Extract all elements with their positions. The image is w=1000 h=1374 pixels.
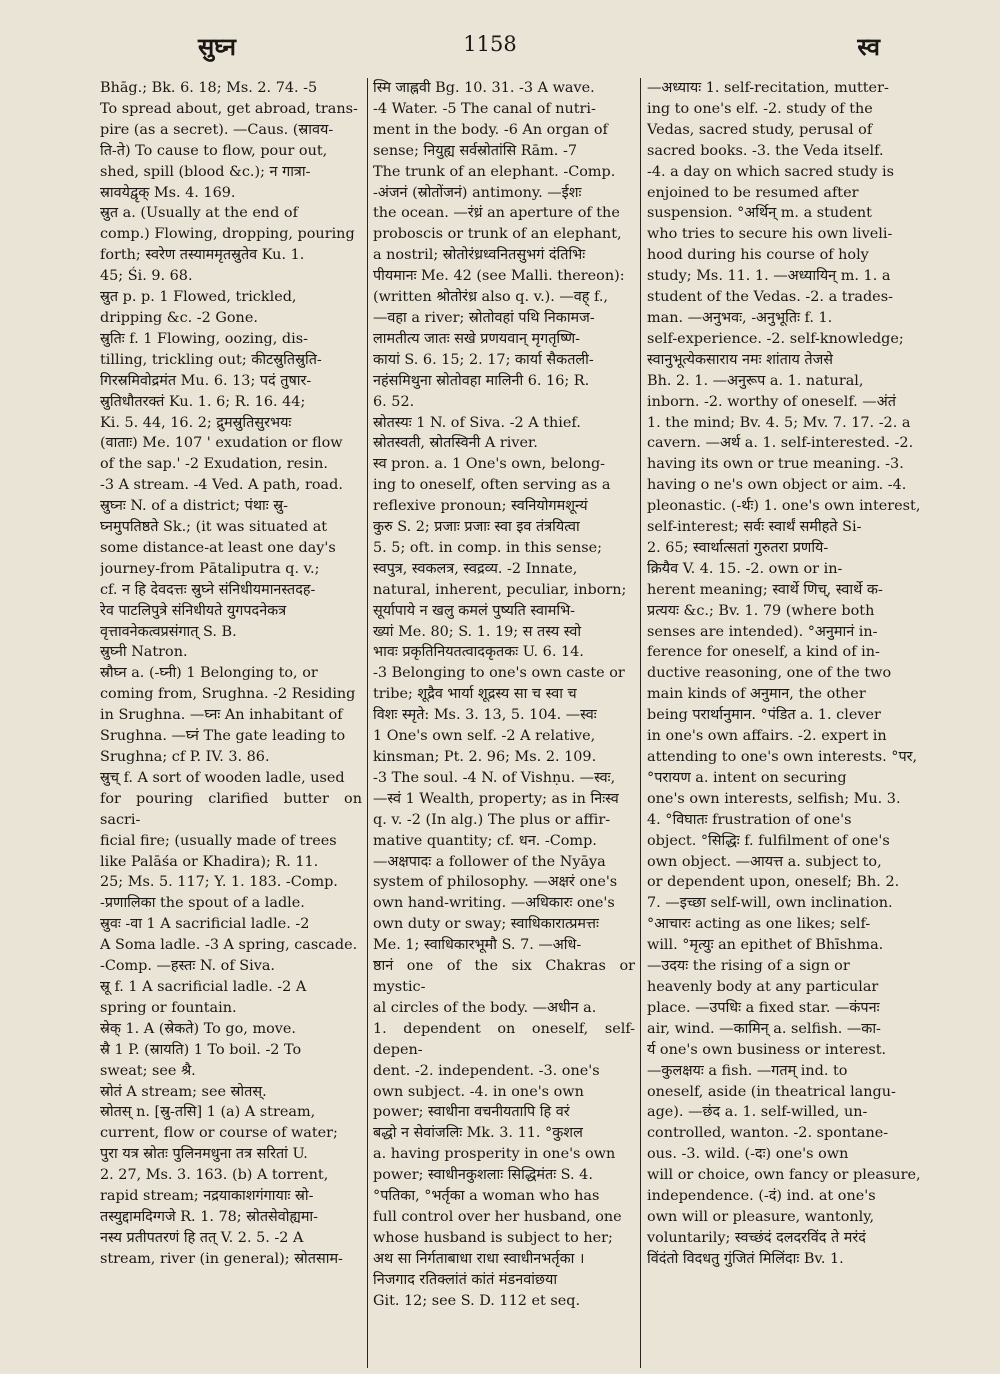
text-line: having o ne's own object or aim. -4. [647,477,907,494]
text-line: spring or fountain. [100,999,237,1016]
text-line: बद्धो न सेवांजलिः Mk. 3. 11. °कुशल [373,1125,583,1142]
text-line: प्रत्ययः &c.; Bv. 1. 79 (where both [647,602,875,619]
column-divider [367,78,368,1368]
text-line: own subject. -4. in one's own [373,1083,584,1100]
text-line: who tries to secure his own liveli- [647,226,893,243]
text-line: being परार्थानुमान. °पंडित a. 1. clever [647,707,881,724]
text-line: स्रू f. 1 A sacrificial ladle. -2 A [100,978,307,995]
text-line: स्रोतस्वती, स्रोतस्विनी A river. [373,435,538,452]
text-line: study; Ms. 11. 1. —अध्यायिन् m. 1. a [647,268,891,285]
text-line: stream, river (in general); स्रोतसाम- [100,1250,343,1267]
text-line: सूर्यापाये न खलु कमलं पुष्यति स्वामभि- [373,602,576,619]
text-line: age). —छंद a. 1. self-willed, un- [647,1104,868,1121]
text-line: having its own or true meaning. -3. [647,456,904,473]
text-line: pleonastic. (-र्थः) 1. one's own interest, [647,498,921,515]
text-line: —अध्यायः 1. self-recitation, mutter- [647,80,889,96]
text-line: अथ सा निर्गताबाधा राधा स्वाधीनभर्तृका । [373,1250,585,1267]
text-line: स्रुतिधौतरक्तं Ku. 1. 6; R. 16. 44; [100,393,306,410]
text-line: own will or pleasure, wantonly, [647,1208,875,1225]
text-line: स्रावयेद्वृक् Ms. 4. 169. [100,184,236,201]
text-line: स्रुत p. p. 1 Flowed, trickled, [100,289,297,306]
text-line: shed, spill (blood &c.); न गात्रा- [100,163,311,180]
text-line: पुरा यत्र स्रोतः पुलिनमधुना तत्र सरितां U. [100,1146,308,1163]
text-line: —वहा a river; स्रोतोवहां पथि निकामज- [373,309,595,326]
text-line: whose husband is subject to her; [373,1229,613,1246]
text-line: भावः प्रकृतिनियतत्वादकृतकः U. 6. 14. [373,644,584,661]
text-line: स्रुच् f. A sort of wooden ladle, used [100,769,345,786]
text-line: स्रेक् 1. A (स्रेकते) To go, move. [100,1020,296,1037]
text-line: ing to oneself, often serving as a [373,477,611,494]
text-line: main kinds of अनुमान, the other [647,686,866,703]
text-line: र्य one's own business or interest. [647,1041,887,1058]
text-line: air, wind. —कामिन् a. selfish. —का- [647,1020,881,1037]
text-line: pire (as a secret). —Caus. (स्रावय- [100,121,334,138]
text-line: पीयमानः Me. 42 (see Malli. thereon): [373,268,625,285]
text-line: al circles of the body. —अधीन a. [373,999,597,1016]
text-line: own object. —आयत्त a. subject to, [647,853,882,870]
text-line: To spread about, get abroad, trans- [100,100,358,117]
text-line: q. v. -2 (In alg.) The plus or affir- [373,811,611,828]
text-line: place. —उपधिः a fixed star. —कंपनः [647,999,880,1016]
text-line: ous. -3. wild. (-दः) one's own [647,1146,849,1163]
text-line: कुरु S. 2; प्रजाः प्रजाः स्वा इव तंत्रयित्वा [373,519,580,536]
text-line: own hand-writing. —अधिकारः one's [373,895,615,912]
text-line: tilling, trickling out; कीटस्रुतिस्रुति- [100,351,322,368]
text-line: स्वपुत्र, स्वकलत्र, स्वद्रव्य. -2 Innate, [373,560,578,577]
text-line: The trunk of an elephant. -Comp. [373,163,616,180]
text-line: suspension. °अर्थिन् m. a student [647,205,872,222]
text-line: 1. dependent on oneself, self-depen- [373,1020,635,1058]
text-line: herent meaning; स्वार्थे णिच्, स्वार्थे क- [647,581,883,598]
text-line: inborn. -2. worthy of oneself. —अंतं [647,393,896,410]
text-line: -3 Belonging to one's own caste or [373,665,625,682]
text-line: kinsman; Pt. 2. 96; Ms. 2. 109. [373,749,597,765]
text-column-middle [373,78,635,1368]
text-line: 45; Śi. 9. 68. [100,268,193,285]
text-line: 1. the mind; Bv. 4. 5; Mv. 7. 17. -2. a [647,414,911,431]
text-line: 2. 65; स्वार्थात्सतां गुरुतरा प्रणयि- [647,539,829,556]
text-line: विंदंतो विदधतु गुंजितं मिलिंदाः Bv. 1. [647,1250,844,1267]
text-line: (वाताः) Me. 107 ' exudation or flow [100,435,343,452]
text-line: oneself, aside (in theatrical langu- [647,1083,896,1100]
text-line: will or choice, own fancy or pleasure, [647,1167,921,1184]
text-line: cf. न हि देवदत्तः स्रुघ्ने संनिधीयमानस्तदह- [100,581,316,598]
text-line: of the sap.' -2 Exudation, resin. [100,456,328,473]
text-line: dripping &c. -2 Gone. [100,309,258,326]
text-line: स्रुत a. (Usually at the end of [100,205,298,222]
text-line: mative quantity; cf. धन. -Comp. [373,832,597,849]
text-line: power; स्वाधीना वचनीयतापि हि वरं [373,1104,570,1121]
text-line: voluntarily; स्वच्छंदं दलदरविंद ते मरंदं [647,1229,866,1246]
running-header [100,30,880,70]
text-line: Srughna; cf P. IV. 3. 86. [100,749,270,765]
text-line: क्रियैव V. 4. 15. -2. own or in- [647,560,843,577]
text-line: Me. 1; स्वाधिकारभूमौ S. 7. —अधि- [373,937,582,954]
text-line: —स्वं 1 Wealth, property; as in निःस्व [373,790,619,807]
text-column-right [647,78,943,1368]
text-line: Ki. 5. 44, 16. 2; द्रुमस्रुतिसुरभयः [100,414,292,431]
text-line: विशः स्मृते: Ms. 3. 13, 5. 104. —स्वः [373,707,597,724]
text-line: स्रुतिः f. 1 Flowing, oozing, dis- [100,330,308,347]
text-line: own duty or sway; स्वाधिकारात्प्रमत्तः [373,916,599,933]
text-line: -अंजनं (स्रोतोंजनं) antimony. —ईशः [373,184,582,201]
text-line: independence. (-दं) ind. at one's [647,1188,876,1205]
text-line: ति-ते) To cause to flow, pour out, [100,142,328,159]
text-line: —उदयः the rising of a sign or [647,958,850,975]
text-line: student of the Vedas. -2. a trades- [647,289,893,306]
text-line: natural, inherent, peculiar, inborn; [373,581,627,598]
text-line: स्रुवः -वा 1 A sacrificial ladle. -2 [100,916,310,933]
text-line: 25; Ms. 5. 117; Y. 1. 183. -Comp. [100,874,338,891]
text-line: °आचारः acting as one likes; self- [647,916,871,933]
text-line: dent. -2. independent. -3. one's [373,1062,600,1079]
text-line: man. —अनुभवः, -अनुभूतिः f. 1. [647,309,833,326]
text-line: 7. —इच्छा self-will, own inclination. [647,895,893,912]
text-line: self-interest; सर्वः स्वार्थं समीहते Si- [647,519,862,536]
text-line: तस्युद्दामदिग्गजे R. 1. 78; स्रोतसेवोह्यमा- [100,1208,319,1225]
text-line: -Comp. —हस्तः N. of Siva. [100,958,275,975]
text-line: enjoined to be resumed after [647,184,859,201]
text-line: sense; नियुह्य सर्वस्रोतांसि Rām. -7 [373,142,577,159]
text-line: rapid stream; नद्रयाकाशगंगायाः स्रो- [100,1188,314,1205]
text-line: (written श्रोतोरंध्र also q. v.). —वह् f., [373,289,608,306]
text-line: a. having prosperity in one's own [373,1146,616,1163]
text-line: ष्ठानं one of the six Chakras or mystic- [373,958,635,995]
text-line: proboscis or trunk of an elephant, [373,226,622,243]
text-line: Bh. 2. 1. —अनुरूप a. 1. natural, [647,372,864,389]
text-line: °पतिका, °भर्तृका a woman who has [373,1188,600,1205]
text-line: power; स्वाधीनकुशलाः सिद्धिमंतः S. 4. [373,1167,593,1184]
text-line: ductive reasoning, one of the two [647,665,892,682]
text-line: ing to one's elf. -2. study of the [647,100,873,117]
text-line: नस्य प्रतीपतरणं हि तत् V. 2. 5. -2 A [100,1229,304,1246]
text-line: for pouring clarified butter on sacri- [100,790,362,828]
text-line: स्वानुभूत्येकसाराय नमः शांताय तेजसे [647,351,834,368]
text-line: some distance-at least one day's [100,539,336,556]
text-line: one's own interests, selfish; Mu. 3. [647,790,901,807]
text-column-left [100,78,362,1368]
text-line: full control over her husband, one [373,1208,622,1225]
text-line: comp.) Flowing, dropping, pouring [100,226,355,243]
text-line: in one's own affairs. -2. expert in [647,728,887,745]
text-line: Git. 12; see S. D. 112 et seq. [373,1292,581,1309]
right-guide-word: स्व [857,32,880,61]
text-line: a nostril; स्रोतोरंध्रध्वनितसुभगं दंतिभिः [373,247,586,264]
text-line: स्रुघ्नः N. of a district; पंथाः स्रु- [100,498,288,515]
text-line: hood during his course of holy [647,247,869,264]
text-line: -4 Water. -5 The canal of nutri- [373,100,596,117]
text-line: Vedas, sacred study, perusal of [647,121,873,138]
text-line: °परायण a. intent on securing [647,769,847,786]
text-line: -प्रणालिका the spout of a ladle. [100,895,305,912]
text-line: लामतीत्य जातः सखे प्रणयवान् मृगतृष्णि- [373,330,581,347]
text-line: -3 The soul. -4 N. of Vishṇu. —स्वः, [373,769,616,786]
text-line: ficial fire; (usually made of trees [100,832,337,849]
text-line: forth; स्वरेण तस्याममृतस्रुतेव Ku. 1. [100,247,305,264]
text-line: -4. a day on which sacred study is [647,163,894,180]
text-line: 6. 52. [373,393,415,410]
text-line: वृत्तावनेकत्वप्रसंगात् S. B. [100,623,237,640]
text-line: will. °मृत्युः an epithet of Bhīshma. [647,937,884,954]
text-line: स्रै 1 P. (स्रायति) 1 To boil. -2 To [100,1041,302,1058]
text-line: स्मि जाह्नवी Bg. 10. 31. -3 A wave. [373,80,595,96]
left-guide-word: सुघ्न [198,32,236,61]
text-line: ference for oneself, a kind of in- [647,644,880,661]
text-line: —कुलक्षयः a fish. —गतम् ind. to [647,1062,848,1079]
text-line: स्रौघ्न a. (-घ्नी) 1 Belonging to, or [100,665,318,682]
text-line: Bhāg.; Bk. 6. 18; Ms. 2. 74. -5 [100,80,318,96]
text-line: heavenly body at any particular [647,978,879,995]
text-line: रेव पाटलिपुत्रे संनिधीयते युगपदनेकत्र [100,602,287,619]
text-line: स्रोतस् n. [स्रु-तसि] 1 (a) A stream, [100,1104,316,1121]
text-line: current, flow or course of water; [100,1125,338,1142]
text-line: ख्यां Me. 80; S. 1. 19; स तस्य स्वो [373,623,582,640]
text-line: नहंसमिथुना स्रोतोवहा मालिनी 6. 16; R. [373,372,590,389]
text-line: sacred books. -3. the Veda itself. [647,142,884,159]
text-line: coming from, Srughna. -2 Residing [100,686,356,703]
text-line: —अक्षपादः a follower of the Nyāya [373,853,606,870]
text-line: 1 One's own self. -2 A relative, [373,728,596,745]
text-line: tribe; शूद्रैव भार्या शूद्रस्य सा च स्वा च [373,686,577,703]
text-line: the ocean. —रंध्रं an aperture of the [373,205,620,222]
text-line: घ्नमुपतिष्ठते Sk.; (it was situated at [100,519,328,536]
text-line: Srughna. —घ्नं The gate leading to [100,728,346,745]
column-divider [640,78,641,1368]
text-line: controlled, wanton. -2. spontane- [647,1125,889,1142]
text-line: कायां S. 6. 15; 2. 17; कार्या सैकतली- [373,351,594,368]
text-line: attending to one's own interests. °पर, [647,749,918,765]
text-line: object. °सिद्धिः f. fulfilment of one's [647,832,890,849]
text-line: self-experience. -2. self-knowledge; [647,330,904,347]
text-line: 4. °विघातः frustration of one's [647,811,852,828]
text-line: journey-from Pātaliputra q. v.; [100,560,320,577]
text-line: like Palāśa or Khadira); R. 11. [100,853,319,870]
text-line: 5. 5; oft. in comp. in this sense; [373,539,602,556]
text-line: senses are intended). °अनुमानं in- [647,623,878,640]
text-line: sweat; see श्रै. [100,1062,196,1079]
text-line: -3 A stream. -4 Ved. A path, road. [100,477,343,494]
text-line: स्व pron. a. 1 One's own, belong- [373,456,606,473]
page-number: 1158 [463,32,517,56]
text-line: system of philosophy. —अक्षरं one's [373,874,618,891]
text-line: स्रोतं A stream; see स्रोतस्. [100,1083,267,1100]
text-line: cavern. —अर्थ a. 1. self-interested. -2. [647,435,914,452]
text-line: A Soma ladle. -3 A spring, cascade. [100,937,358,954]
text-line: निजगाद रतिक्लांतं कांतं मंडनवांछया [373,1271,558,1288]
text-line: स्रोतस्यः 1 N. of Siva. -2 A thief. [373,414,581,431]
text-line: or dependent upon, oneself; Bh. 2. [647,874,900,891]
text-line: in Srughna. —घ्नः An inhabitant of [100,707,343,724]
text-line: reflexive pronoun; स्वनियोगमशून्यं [373,498,588,515]
text-line: गिरस्रमिवोद्रमंत Mu. 6. 13; पदं तुषार- [100,372,312,389]
text-line: 2. 27, Ms. 3. 163. (b) A torrent, [100,1167,329,1184]
text-line: ment in the body. -6 An organ of [373,121,608,138]
text-line: स्रुघ्नी Natron. [100,644,188,661]
